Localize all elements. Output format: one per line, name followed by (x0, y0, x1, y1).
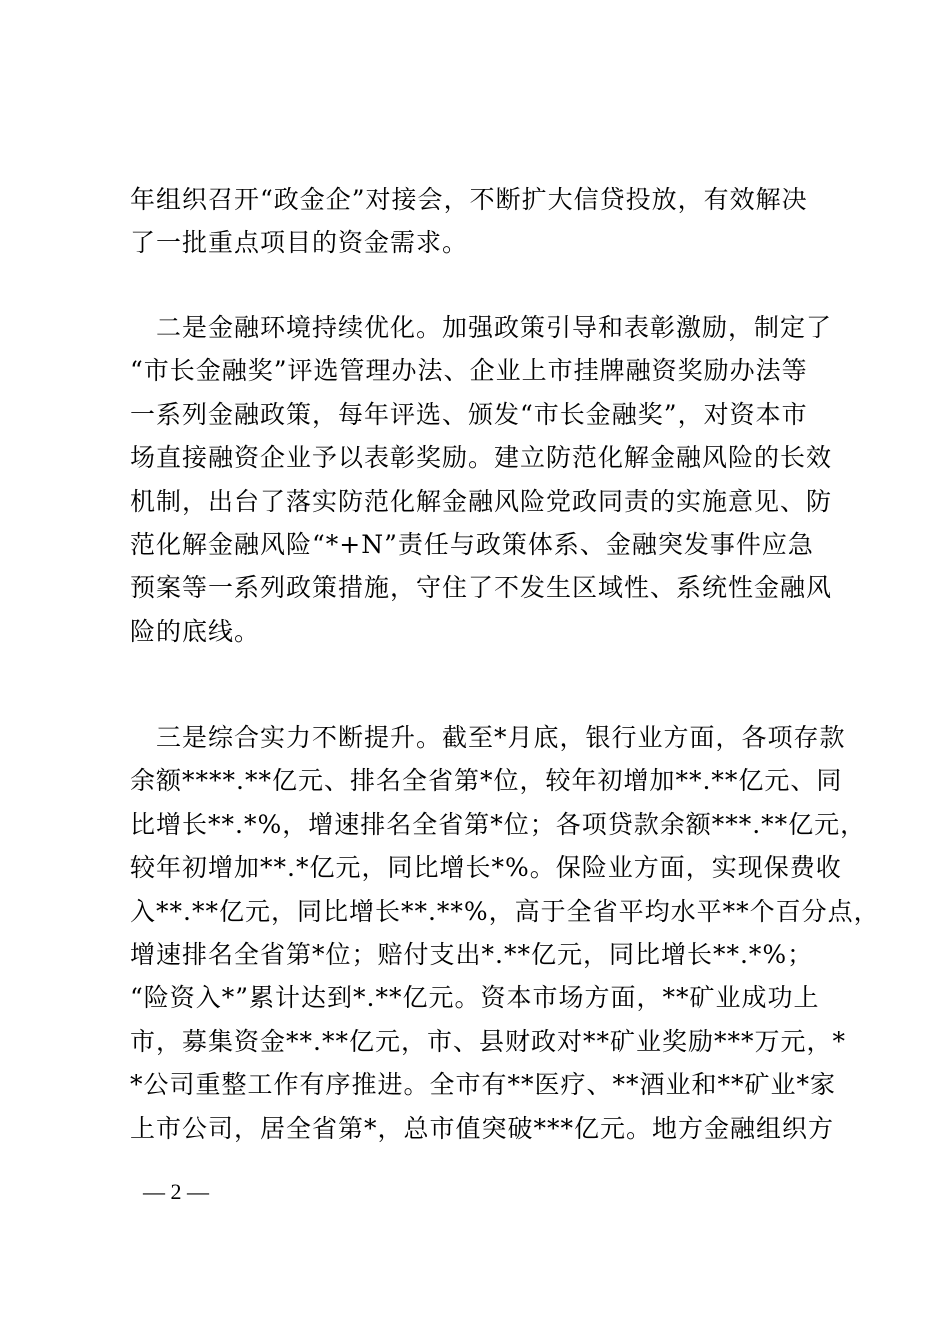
text-line: “险资入*”累计达到*.**亿元。资本市场方面，**矿业成功上 (130, 983, 820, 1013)
text-line: 场直接融资企业予以表彰奖励。建立防范化解金融风险的长效 (130, 443, 833, 473)
text-line: *公司重整工作有序推进。全市有**医疗、**酒业和**矿业*家 (130, 1070, 837, 1100)
text-line: 市，募集资金**.**亿元，市、县财政对**矿业奖励***万元，* (130, 1026, 846, 1056)
paragraph-2 (130, 306, 833, 653)
text-line: 范化解金融风险“*+N”责任与政策体系、金融突发事件应急 (130, 529, 814, 559)
text-line: 增速排名全省第*位；赔付支出*.**亿元，同比增长**.*%； (130, 939, 814, 969)
text-line: 入**.**亿元，同比增长**.**%，高于全省平均水平**个百分点， (130, 896, 880, 926)
text-line: 了一批重点项目的资金需求。 (130, 228, 469, 258)
text-line: 一系列金融政策，每年评选、颁发“市长金融奖”，对资本市 (130, 399, 808, 429)
text-line: 预案等一系列政策措施，守住了不发生区域性、系统性金融风 (130, 573, 833, 603)
text-line: 三是综合实力不断提升。截至*月底，银行业方面，各项存款 (130, 723, 846, 752)
text-line: 机制，出台了落实防范化解金融风险党政同责的实施意见、防 (130, 486, 833, 516)
text-line: “市长金融奖”评选管理办法、企业上市挂牌融资奖励办法等 (130, 356, 808, 386)
text-line: 上市公司，居全省第*，总市值突破***亿元。地方金融组织方 (130, 1113, 835, 1143)
text-line: 余额****.**亿元、排名全省第*位，较年初增加**.**亿元、同 (130, 766, 843, 796)
text-line: 年组织召开“政金企”对接会，不断扩大信贷投放，有效解决 (130, 185, 808, 214)
text-line: 比增长**.*%，增速排名全省第*位；各项贷款余额***.**亿元， (130, 809, 867, 839)
page-number: — 2 — (143, 1179, 209, 1204)
text-line: 险的底线。 (130, 616, 261, 646)
text-line: 较年初增加**.*亿元，同比增长*%。保险业方面，实现保费收 (130, 853, 842, 883)
paragraph-1 (130, 178, 830, 265)
text-line: 二是金融环境持续优化。加强政策引导和表彰激励，制定了 (130, 313, 833, 342)
paragraph-3 (130, 716, 880, 1150)
